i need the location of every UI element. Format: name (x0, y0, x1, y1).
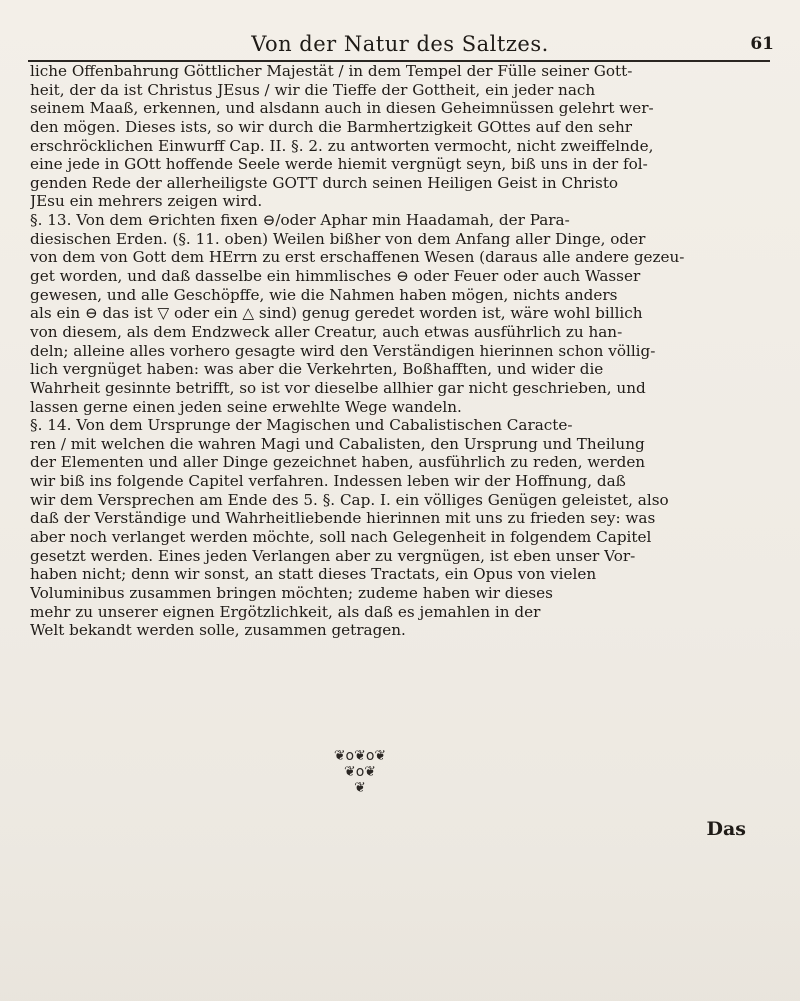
catchword: Das (706, 818, 746, 840)
paragraph-section-14 (30, 416, 770, 640)
text-line: JEsu ein mehrers zeigen wird. (30, 192, 263, 211)
ornament-row: ❦o❦ (343, 764, 377, 780)
text-line: get worden, und daß dasselbe ein himmlisches ⊖ oder Feuer oder auch Wasser (30, 267, 641, 286)
text-line: erschröcklichen Einwurff Cap. II. §. 2. zu antworten vermocht, nicht zweiffelnde, (30, 136, 654, 155)
text-line: Welt bekandt werden solle, zusammen getragen. (30, 621, 406, 640)
text-line: haben nicht; denn wir sonst, an statt dieses Tractats, ein Opus von vielen (30, 565, 597, 584)
text-line: seinem Maaß, erkennen, und alsdann auch in diesen Geheimnüssen gelehrt wer- (30, 99, 654, 118)
text-line: deln; alleine alles vorhero gesagte wird den Verständigen hierinnen schon völlig- (30, 341, 656, 360)
text-line: mehr zu unserer eignen Ergötzlichkeit, als daß es jemahlen in der (30, 602, 541, 621)
text-line: heit, der da ist Christus JEsus / wir die Tieffe der Gottheit, ein jeder nach (30, 80, 596, 99)
text-line: genden Rede der allerheiligste GOTT durch seinen Heiligen Geist in Christo (30, 173, 619, 192)
text-line: aber noch verlanget werden möchte, soll nach Gelegenheit in folgendem Capitel (30, 528, 652, 547)
text-line: ren / mit welchen die wahren Magi und Cabalisten, den Ursprung und Theilung (30, 434, 645, 453)
paper-aging (0, 860, 800, 1001)
page-header (20, 28, 780, 58)
text-line: Voluminibus zusammen bringen möchten; zudeme haben wir dieses (30, 583, 553, 602)
ornament-row: ❦o❦o❦ (333, 748, 387, 764)
text-line: liche Offenbahrung Göttlicher Majestät / in dem Tempel der Fülle seiner Gott- (30, 62, 633, 80)
paragraph-revelation (30, 62, 770, 211)
text-line: den mögen. Dieses ists, so wir durch die Barmhertzigkeit GOttes auf den sehr (30, 117, 633, 136)
text-line: als ein ⊖ das ist ▽ oder ein △ sind) genug geredet worden ist, wäre wohl billich (30, 304, 643, 323)
text-line: diesischen Erden. (§. 11. oben) Weilen bißher von dem Anfang aller Dinge, oder (30, 229, 646, 248)
text-line: gewesen, und alle Geschöpffe, wie die Nahmen haben mögen, nichts anders (30, 285, 618, 304)
text-line: daß der Verständige und Wahrheitliebende hierinnen mit uns zu frieden sey: was (30, 509, 656, 528)
text-line: Wahrheit gesinnte betrifft, so ist vor dieselbe allhier gar nicht geschrieben, und (30, 378, 646, 397)
text-line: von dem von Gott dem HErrn zu erst erschaffenen Wesen (daraus alle andere gezeu- (30, 248, 685, 267)
ornament-row: ❦ (354, 780, 366, 796)
text-line: gesetzt werden. Eines jeden Verlangen aber zu vergnügen, ist eben unser Vor- (30, 546, 636, 565)
tailpiece-ornament (300, 748, 420, 796)
text-line: der Elementen und aller Dinge gezeichnet haben, ausführlich zu reden, werden (30, 453, 646, 472)
text-line: eine jede in GOtt hoffende Seele werde hiemit vergnügt seyn, biß uns in der fol- (30, 155, 648, 174)
body-text (30, 62, 770, 640)
paragraph-section-13 (30, 211, 770, 416)
text-line: wir dem Versprechen am Ende des 5. §. Cap. I. ein völliges Genügen geleistet, also (30, 490, 669, 509)
text-line: lich vergnüget haben: was aber die Verkehrten, Boßhafften, und wider die (30, 360, 604, 379)
running-title: Von der Natur des Saltzes. (251, 32, 549, 56)
text-line: wir biß ins folgende Capitel verfahren. Indessen leben wir der Hoffnung, daß (30, 472, 626, 491)
page-number: 61 (750, 34, 774, 54)
text-line: von diesem, als dem Endzweck aller Creatur, auch etwas ausführlich zu han- (30, 322, 623, 341)
text-line: lassen gerne einen jeden seine erwehlte Wege wandeln. (30, 397, 462, 416)
text-line: §. 14. Von dem Ursprunge der Magischen und Cabalistischen Caracte- (30, 416, 573, 435)
text-line: §. 13. Von dem ⊖richten fixen ⊖/oder Aphar min Haadamah, der Para- (30, 211, 570, 230)
